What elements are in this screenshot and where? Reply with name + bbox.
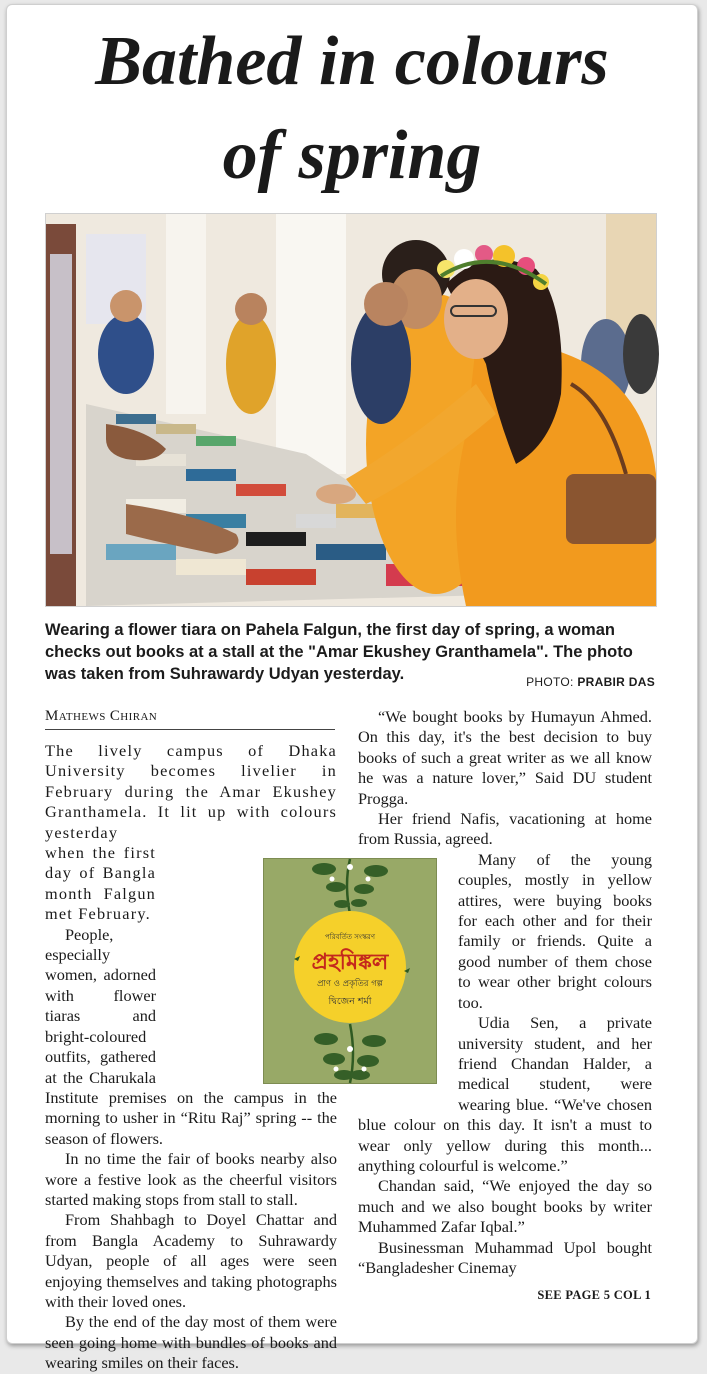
book-edition-label: পরিবর্তিত সংস্করণ xyxy=(325,933,375,941)
newspaper-page xyxy=(6,4,698,1373)
photo-credit-name: PRABIR DAS xyxy=(577,675,655,689)
book-cover-image xyxy=(263,858,437,1084)
byline: Mathews Chiran xyxy=(45,708,335,730)
photo-credit xyxy=(526,675,655,689)
paragraph: “We bought books by Humayun Ahmed. On this day, it's the best decision to buy books of such a great writer as we all know he was a nature lover,” Said DU student Progga. xyxy=(358,707,652,808)
paragraph: By the end of the day most of them were seen going home with bundles of books and wearing smiles on their faces. xyxy=(45,1312,337,1373)
book-title: প্রহমিঙ্কল xyxy=(311,950,389,975)
book-subtitle: প্রাণ ও প্রকৃতির গল্প xyxy=(317,979,383,989)
paragraph: The lively campus of Dhaka University becomes livelier in February during the Amar Ekushey Granthamela. It lit up with colours yesterday when the first day of Bangla month Falgun met February. xyxy=(45,741,337,924)
book-fair-photo-illustration xyxy=(46,214,656,606)
photo-caption: Wearing a flower tiara on Pahela Falgun, the first day of spring, a woman checks out books at a stall at the "Amar Ekushey Granthamela". The photo was taken from Suhrawardy Udyan yesterday. xyxy=(45,621,633,683)
paragraph: Chandan said, “We enjoyed the day so much and we also bought books by writer Muhammed Zafar Iqbal.” xyxy=(358,1176,652,1237)
news-photo xyxy=(45,213,657,607)
paragraph: Businessman Muhammad Upol bought “Bangladesher Cinemay xyxy=(358,1237,652,1277)
paragraph: Her friend Nafis, vacationing at home from Russia, agreed. xyxy=(358,809,652,849)
headline-line-2: of spring xyxy=(222,117,482,194)
paragraph: People, especially women, adorned with flower tiaras and bright-coloured outfits, gathered at the Charukala Institute premises on the campus in the morning to usher in “Ritu Raj” spring -- the season of flowers. xyxy=(45,924,337,1148)
paragraph: Udia Sen, a private university student, and her friend Chandan Halder, a medical student, were wearing blue. “We've chosen blue colour on this day. It isn't a must to wear only yellow during this month... anything colourful is welcome.” xyxy=(358,1013,652,1175)
headline-line-1: Bathed in colours xyxy=(95,23,609,100)
book-author: দ্বিজেন শর্মা xyxy=(328,996,372,1007)
continuation-note: SEE PAGE 5 COL 1 xyxy=(537,1288,651,1302)
paragraph: In no time the fair of books nearby also wore a festive look as the cheerful visitors started making stops from stall to stall. xyxy=(45,1149,337,1209)
photo-credit-label: PHOTO: xyxy=(526,675,574,689)
paragraph: Many of the young couples, mostly in yellow attires, were buying books for each other and for their family or friends. Quite a good number of them chose to wear other bright colours too. xyxy=(458,849,652,1012)
paragraph: From Shahbagh to Doyel Chattar and from Bangla Academy to Suhrawardy Udyan, people of all ages were seen enjoying themselves and taking photographs with their loved ones. xyxy=(45,1210,337,1311)
